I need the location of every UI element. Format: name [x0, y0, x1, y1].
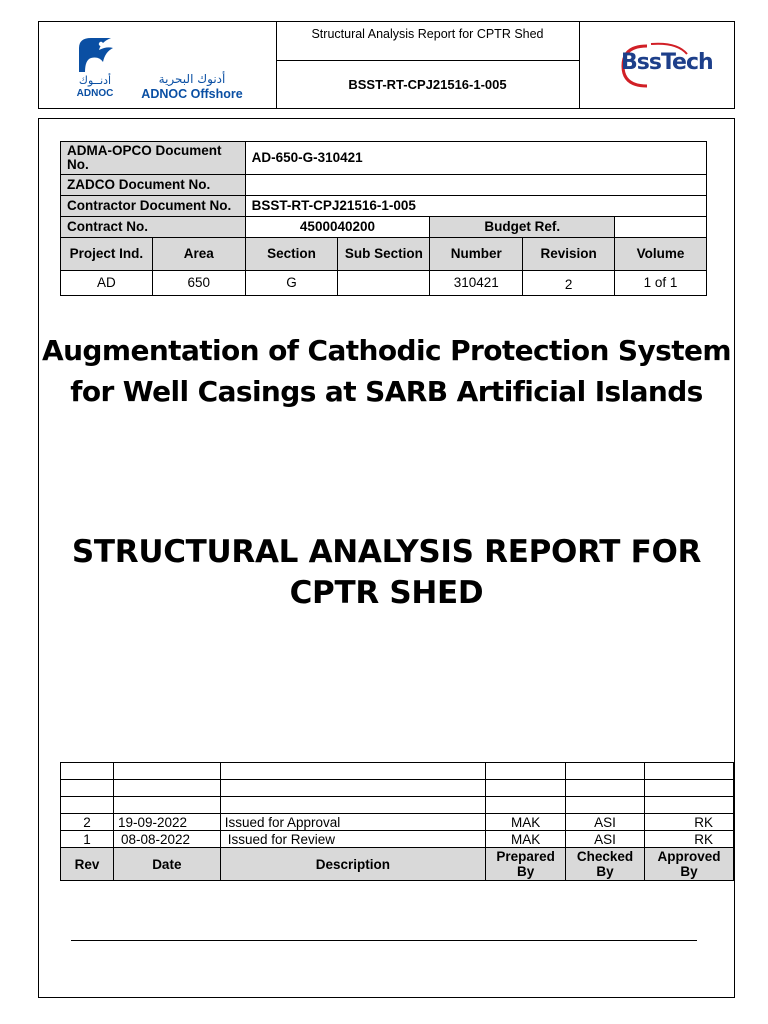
table-cell — [113, 780, 220, 797]
column-header: Area — [152, 238, 245, 271]
table-row — [61, 238, 707, 271]
table-cell: 650 — [152, 271, 245, 296]
table-row — [61, 196, 707, 217]
header-report-title: Structural Analysis Report for CPTR Shed — [276, 22, 579, 61]
report-title: STRUCTURAL ANALYSIS REPORT FOR CPTR SHED — [71, 534, 702, 611]
table-cell: MAK — [486, 831, 566, 848]
zadco-doc-value — [245, 175, 706, 196]
table-cell — [61, 763, 114, 780]
column-header: Section — [245, 238, 338, 271]
budget-ref-label: Budget Ref. — [430, 217, 615, 238]
table-cell: Issued for Approval — [220, 814, 485, 831]
column-header: Date — [113, 848, 220, 881]
table-cell — [220, 780, 485, 797]
table-cell — [220, 763, 485, 780]
revision-table — [60, 762, 734, 881]
adma-doc-label: ADMA-OPCO Document No. — [61, 142, 246, 175]
adnoc-offshore-arabic: أدنوك البحرية — [158, 72, 226, 86]
table-cell — [566, 797, 645, 814]
table-cell: Issued for Review — [220, 831, 485, 848]
zadco-doc-label: ZADCO Document No. — [61, 175, 246, 196]
table-cell — [61, 780, 114, 797]
header-doc-number: BSST-RT-CPJ21516-1-005 — [348, 77, 507, 92]
table-cell: RK — [645, 814, 734, 831]
adnoc-short-arabic: أدنــوك — [78, 74, 112, 87]
table-cell — [645, 780, 734, 797]
table-cell — [220, 797, 485, 814]
column-header: Revision — [523, 238, 615, 271]
contract-no-value: 4500040200 — [245, 217, 430, 238]
column-header: Number — [430, 238, 523, 271]
signature-line — [71, 940, 697, 941]
adnoc-logo-cell — [39, 22, 277, 108]
bsstech-logo-text: BssTech — [621, 50, 713, 75]
header-title-cell — [276, 22, 580, 108]
contractor-doc-value: BSST-RT-CPJ21516-1-005 — [245, 196, 706, 217]
budget-ref-value — [615, 217, 707, 238]
table-cell — [338, 271, 430, 296]
table-row — [61, 175, 707, 196]
column-header: Sub Section — [338, 238, 430, 271]
table-cell — [486, 797, 566, 814]
table-cell: 1 of 1 — [615, 271, 707, 296]
column-header: Prepared By — [486, 848, 566, 881]
table-row — [61, 142, 707, 175]
table-cell: RK — [645, 831, 734, 848]
table-row — [61, 763, 734, 780]
document-header — [38, 21, 735, 109]
table-cell: 19-09-2022 — [113, 814, 220, 831]
adnoc-falcon-logo-icon — [77, 36, 115, 74]
table-cell — [566, 780, 645, 797]
adma-doc-value: AD-650-G-310421 — [245, 142, 706, 175]
project-title: Augmentation of Cathodic Protection System for Well Casings at SARB Artificial Islands — [42, 334, 731, 408]
table-row — [61, 217, 707, 238]
table-cell: ASI — [566, 814, 645, 831]
table-cell — [486, 780, 566, 797]
adnoc-short-text: ADNOC — [76, 88, 114, 99]
table-row — [61, 848, 734, 881]
table-cell: ASI — [566, 831, 645, 848]
column-header: Volume — [615, 238, 707, 271]
column-header: Project Ind. — [61, 238, 153, 271]
table-cell — [113, 763, 220, 780]
table-cell — [645, 763, 734, 780]
table-row — [61, 271, 707, 296]
table-cell: 2 — [61, 814, 114, 831]
document-info-table — [60, 141, 707, 296]
table-cell — [645, 797, 734, 814]
column-header: Checked By — [566, 848, 645, 881]
table-row — [61, 780, 734, 797]
column-header: Approved By — [645, 848, 734, 881]
table-cell: G — [245, 271, 338, 296]
table-row — [61, 831, 734, 848]
table-cell: AD — [61, 271, 153, 296]
table-cell: 2 — [523, 271, 615, 296]
table-cell — [486, 763, 566, 780]
contractor-doc-label: Contractor Document No. — [61, 196, 246, 217]
table-row — [61, 814, 734, 831]
table-cell — [566, 763, 645, 780]
column-header: Rev — [61, 848, 114, 881]
adnoc-offshore-text: ADNOC Offshore — [141, 87, 243, 101]
contract-no-label: Contract No. — [61, 217, 246, 238]
table-cell: 310421 — [430, 271, 523, 296]
table-cell: 1 — [61, 831, 114, 848]
column-header: Description — [220, 848, 485, 881]
table-cell — [113, 797, 220, 814]
table-cell: MAK — [486, 814, 566, 831]
table-cell: 08-08-2022 — [113, 831, 220, 848]
table-row — [61, 797, 734, 814]
table-cell — [61, 797, 114, 814]
bsstech-logo-cell — [579, 22, 735, 108]
